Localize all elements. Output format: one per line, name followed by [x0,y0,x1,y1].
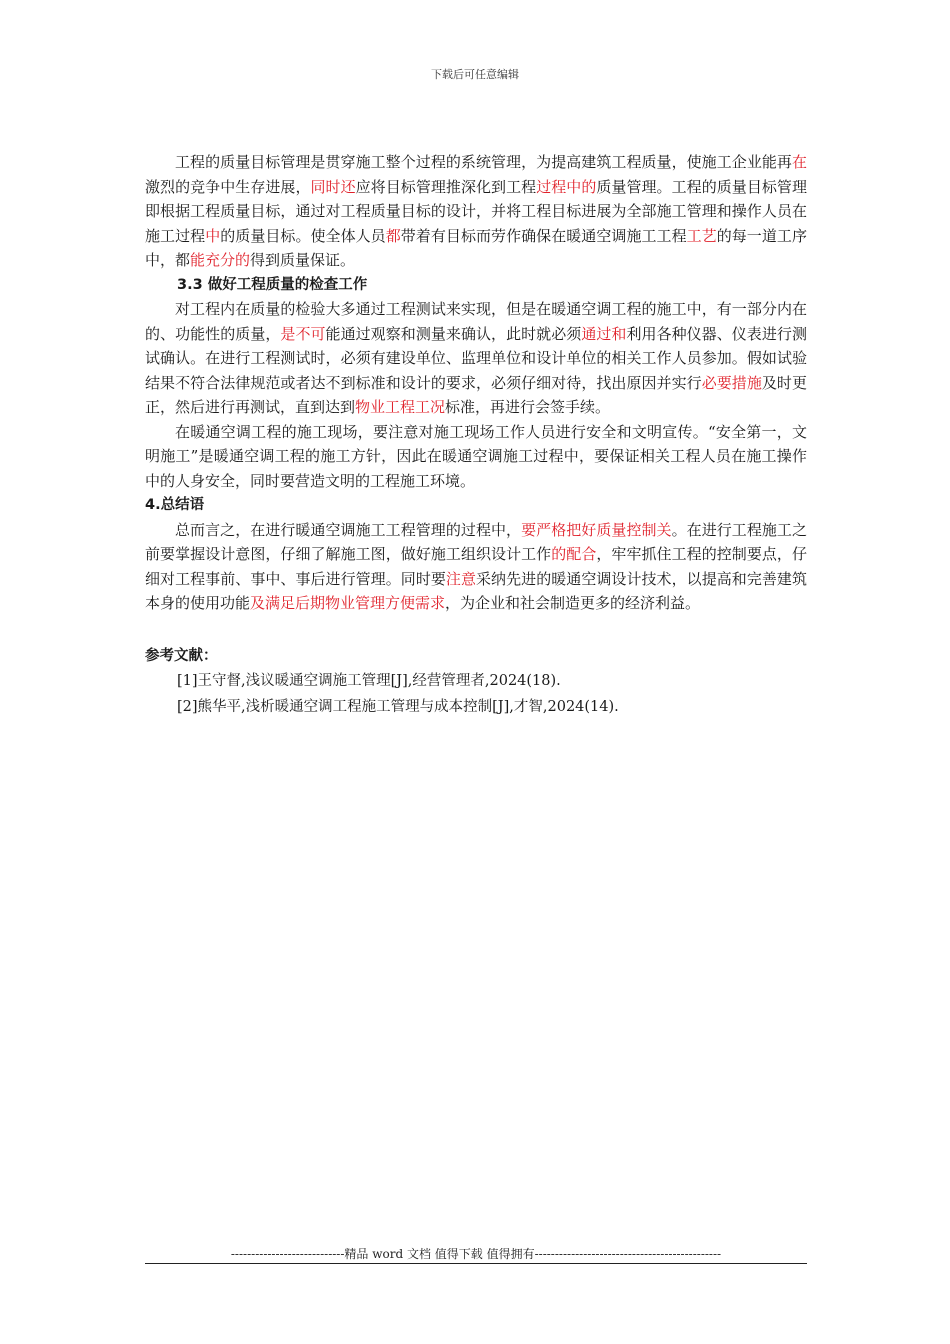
paragraph-inspection [145,297,807,420]
body-text: ，牢牢抓住工程的控制要点，仔细对工程事前、事中、事后进行管理。同时要 [145,545,807,588]
highlighted-text: 必要措施 [701,373,762,392]
page-footer: ----------------------------精品 word 文档 值得下载 值得拥有---------------------------------------------- [230,1247,722,1261]
highlighted-text: 物业工程工况 [355,398,446,416]
body-text: 对工程内在质量的检验大多通过工程测试来实现，但是在暖通空调工程的施工中，有一部分内在的、功能性的质量， [145,300,807,343]
document-body [145,150,807,720]
section-heading-3-3: 3.3 做好工程质量的检查工作 [177,276,368,293]
highlighted-text: 工艺 [686,226,717,245]
section-heading-4: 4.总结语 [145,497,205,513]
highlighted-text: 在 [791,153,807,171]
highlighted-text: 通过和 [581,324,627,343]
body-text: 应将目标管理推深化到工程 [355,177,537,196]
body-text: 工程的质量目标管理是贯穿施工整个过程的系统管理，为提高建筑工程质量，使施工企业能再 [175,153,792,171]
body-text: 在暖通空调工程的施工现场，要注意对施工现场工作人员进行安全和文明宣传。“安全第一，文明施工”是暖通空调工程的施工方针，因此在暖通空调施工过程中，要保证相关工程人员在施工操作中的人身安全，同时要营造文明的工程施工环境。 [145,422,807,490]
body-text: 。在进行工程施工之前要掌握设计意图，仔细了解施工图，做好施工组织设计工作 [145,520,807,563]
footer-divider [145,1263,807,1264]
body-text: 采纳先进的暖通空调设计技术，以提高和完善建筑本身的使用功能 [145,569,807,612]
body-text: 总而言之，在进行暖通空调施工工程管理的过程中， [175,520,522,539]
body-text: ，为企业和社会制造更多的经济利益。 [445,594,701,612]
reference-item: [1]王守督,浅议暖通空调施工管理[J],经营管理者,2024(18). [177,673,561,689]
body-text: 激烈的竞争中生存进展， [145,177,311,196]
highlighted-text: 都 [385,226,401,245]
highlighted-text: 是不可 [280,324,326,343]
highlighted-text: 注意 [445,569,477,588]
highlighted-text: 及满足后期物业管理方便需求 [250,594,446,612]
paragraph-safety [145,420,807,494]
body-text: 及时更正，然后进行再测试，直到达到 [145,373,807,416]
paragraph-quality-goal [145,150,807,273]
references-title: 参考文献： [145,647,218,664]
body-text: 标准，再进行会签手续。 [445,398,611,416]
body-text: 得到质量保证。 [250,251,356,269]
body-text: 带着有目标而劳作确保在暖通空调施工工程 [400,226,687,245]
body-text: 能通过观察和测量来确认，此时就必须 [325,324,582,343]
body-text: 质量管理。工程的质量目标管理即根据工程质量目标，通过对工程质量目标的设计，并将工程目标进展为全部施工管理和操作人员在施工过程 [145,177,807,245]
highlighted-text: 要严格把好质量控制关 [521,520,672,539]
body-text: 的每一道工序中，都 [145,226,807,269]
highlighted-text: 同时还 [310,177,356,196]
highlighted-text: 过程中的 [536,177,597,196]
paragraph-conclusion [145,518,807,616]
body-text: 利用各种仪器、仪表进行测试确认。在进行工程测试时，必须有建设单位、监理单位和设计单位的相关工作人员参加。假如试验结果不符合法律规范或者达不到标准和设计的要求，必须仔细对待，找出原因并实行 [145,324,807,392]
body-text: 的质量目标。使全体人员 [220,226,386,245]
highlighted-text: 能充分的 [190,251,251,269]
highlighted-text: 的配合 [551,545,597,563]
page-header: 下载后可任意编辑 [431,68,519,81]
highlighted-text: 中 [205,226,221,245]
reference-item: [2]熊华平,浅析暖通空调工程施工管理与成本控制[J],才智,2024(14). [177,699,619,715]
